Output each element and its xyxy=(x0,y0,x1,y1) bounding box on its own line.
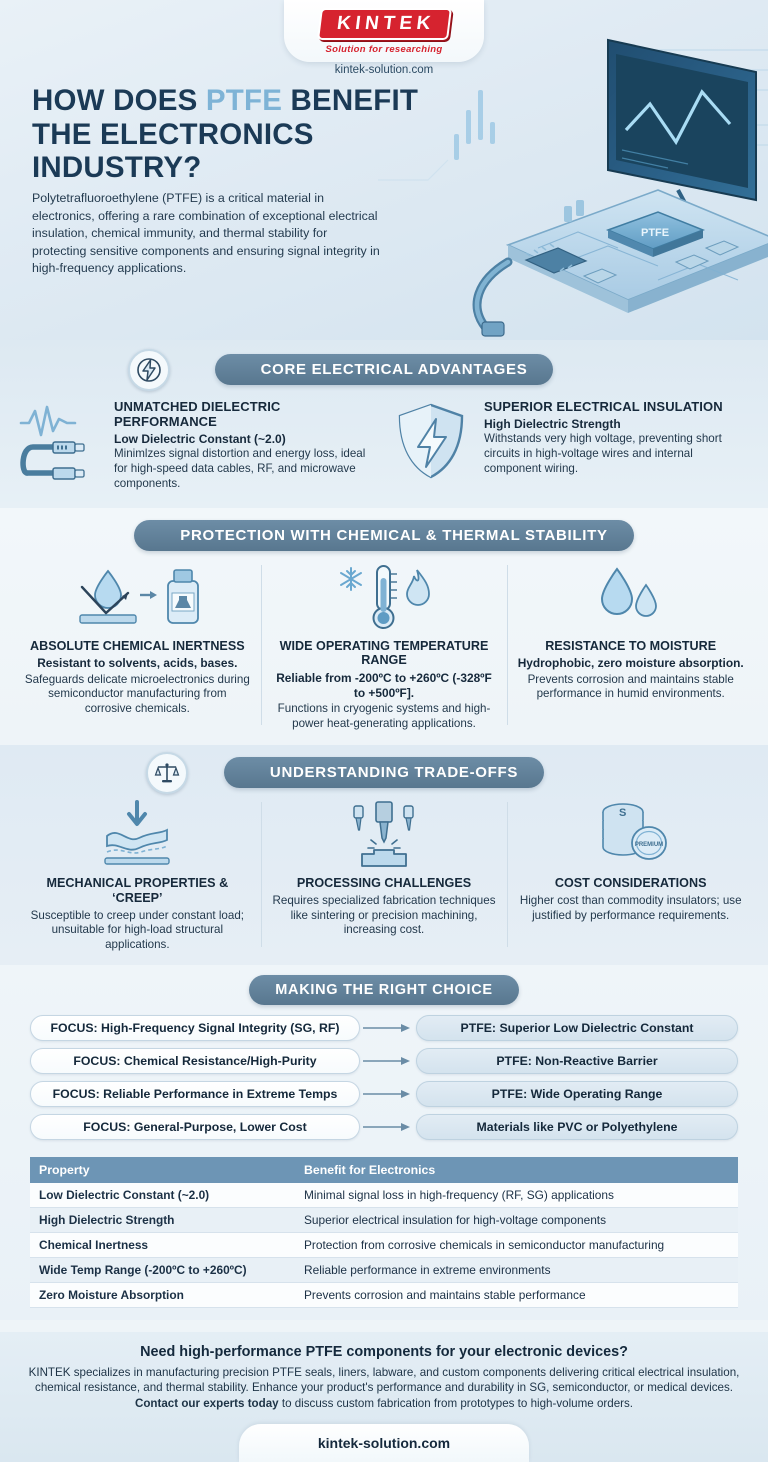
core-electrical-advantages-section xyxy=(0,340,768,508)
section4-banner-wrap xyxy=(0,975,768,1005)
stability-card-inertness xyxy=(14,561,261,732)
brand-logo[interactable] xyxy=(284,0,484,62)
section3-columns xyxy=(0,788,768,952)
advantage-title: UNMATCHED DIELECTRIC PERFORMANCE xyxy=(114,399,281,430)
advantage-body: Minimlzes signal distortion and energy loss, ideal for high-speed data cables, RF, and microwave components. xyxy=(114,447,366,490)
stability-subtitle: Reliable from -200ºC to +260ºC (-328ºF to +500ºF]. xyxy=(276,671,492,700)
section1-banner-wrap xyxy=(0,354,768,385)
title-part-1: HOW DOES xyxy=(32,84,206,117)
logo-text: KINTEK xyxy=(317,8,452,40)
tradeoff-card-cost xyxy=(507,798,754,952)
stability-title: RESISTANCE TO MOISTURE xyxy=(545,638,717,653)
lightning-bolt-icon xyxy=(128,349,170,391)
arrow-right-icon xyxy=(360,1088,416,1100)
compression-creep-icon xyxy=(24,798,251,872)
stability-title: WIDE OPERATING TEMPERATURE RANGE xyxy=(279,638,489,668)
making-right-choice-section xyxy=(0,965,768,1320)
tradeoff-body: Requires specialized fabrication techniques like sintering or precision machining, increasing cost. xyxy=(272,894,496,937)
table-head xyxy=(30,1157,738,1183)
stability-card-moisture xyxy=(507,561,754,732)
table-cell-benefit: Prevents corrosion and maintains stable performance xyxy=(295,1282,738,1307)
decision-matrix xyxy=(0,1005,768,1140)
focus-pill[interactable]: FOCUS: General-Purpose, Lower Cost xyxy=(30,1114,360,1140)
snowflake-thermometer-flame-icon xyxy=(271,561,498,635)
shield-bolt-icon xyxy=(388,399,474,481)
advantage-subtitle: High Dielectric Strength xyxy=(484,417,621,432)
section1-banner xyxy=(215,354,554,385)
section2-banner-wrap xyxy=(0,520,768,551)
chemical-thermal-stability-section xyxy=(0,508,768,746)
result-pill[interactable]: PTFE: Wide Operating Range xyxy=(416,1081,738,1107)
table-cell-property: Wide Temp Range (-200ºC to +260ºC) xyxy=(30,1257,295,1282)
arrow-right-icon xyxy=(360,1121,416,1133)
section2-banner-label: PROTECTION WITH CHEMICAL & THERMAL STABILITY xyxy=(180,526,608,544)
logo-tagline: Solution for researching xyxy=(325,43,443,55)
arrow-right-icon xyxy=(360,1022,416,1034)
stability-card-temperature xyxy=(261,561,508,732)
advantage-subtitle: Low Dielectric Constant (~2.0) xyxy=(114,432,286,447)
pcb-illustration xyxy=(358,30,768,340)
section4-banner-label: MAKING THE RIGHT CHOICE xyxy=(275,981,493,998)
advantage-title: SUPERIOR ELECTRICAL INSULATION xyxy=(484,399,723,414)
advantage-text-dielectric xyxy=(114,399,380,492)
stability-subtitle: Hydrophobic, zero moisture absorption. xyxy=(517,656,744,671)
cta-body-bold: Contact our experts today xyxy=(134,1396,279,1410)
section1-banner-label: CORE ELECTRICAL ADVANTAGES xyxy=(260,361,528,378)
result-pill[interactable]: PTFE: Non-Reactive Barrier xyxy=(416,1048,738,1074)
tradeoff-card-processing xyxy=(261,798,508,952)
table-row xyxy=(30,1232,738,1257)
section3-banner-label: UNDERSTANDING TRADE-OFFS xyxy=(269,764,519,782)
property-benefit-table-wrap xyxy=(0,1147,768,1308)
section3-banner xyxy=(224,757,544,788)
droplet-repel-bottle-icon xyxy=(24,561,251,635)
focus-pill[interactable]: FOCUS: Reliable Performance in Extreme Temps xyxy=(30,1081,360,1107)
decision-row xyxy=(30,1048,738,1074)
cnc-machining-icon xyxy=(271,798,498,872)
tradeoff-title: MECHANICAL PROPERTIES & ‘CREEP’ xyxy=(46,876,229,906)
table-cell-benefit: Reliable performance in extreme environments xyxy=(295,1257,738,1282)
table-cell-property: Zero Moisture Absorption xyxy=(30,1282,295,1307)
table-header-benefit: Benefit for Electronics xyxy=(295,1157,738,1183)
advantage-body: Withstands very high voltage, preventing short circuits in high-voltage wires and internal component wiring. xyxy=(484,432,722,475)
table-cell-property: High Dielectric Strength xyxy=(30,1207,295,1232)
result-pill[interactable]: PTFE: Superior Low Dielectric Constant xyxy=(416,1015,738,1041)
water-droplets-icon xyxy=(517,561,744,635)
table-cell-benefit: Superior electrical insulation for high-voltage components xyxy=(295,1207,738,1232)
advantage-card-dielectric xyxy=(18,399,380,492)
cta-headline: Need high-performance PTFE components for your electronic devices? xyxy=(140,1343,628,1360)
coins-premium-icon xyxy=(517,798,744,872)
svg-text:S: S xyxy=(618,807,627,820)
section3-banner-wrap xyxy=(0,757,768,788)
decision-row xyxy=(30,1114,738,1140)
tradeoff-title: PROCESSING CHALLENGES xyxy=(296,876,472,891)
focus-pill[interactable]: FOCUS: High-Frequency Signal Integrity (SG, RF) xyxy=(30,1015,360,1041)
table-header-row xyxy=(30,1157,738,1183)
table-cell-benefit: Protection from corrosive chemicals in semiconductor manufacturing xyxy=(295,1232,738,1257)
title-line-3: INDUSTRY? xyxy=(32,151,202,185)
footer-website-url[interactable]: kintek-solution.com xyxy=(239,1424,529,1462)
tradeoff-card-mechanical xyxy=(14,798,261,952)
section4-banner xyxy=(249,975,519,1005)
table-row xyxy=(30,1282,738,1307)
title-highlight: PTFE xyxy=(205,84,283,117)
hero-section xyxy=(0,0,768,340)
table-cell-benefit: Minimal signal loss in high-frequency (RF, SG) applications xyxy=(295,1183,738,1208)
result-pill[interactable]: Materials like PVC or Polyethylene xyxy=(416,1114,738,1140)
table-row xyxy=(30,1207,738,1232)
table-cell-property: Chemical Inertness xyxy=(30,1232,295,1257)
tradeoff-body: Susceptible to creep under constant load; unsuitable for high-load structural applications. xyxy=(30,908,244,951)
advantage-card-insulation xyxy=(388,399,750,492)
stability-body: Safeguards delicate microelectronics during semiconductor manufacturing from corrosive chemicals. xyxy=(24,672,250,716)
table-row xyxy=(30,1183,738,1208)
trade-offs-section xyxy=(0,745,768,964)
stability-body: Prevents corrosion and maintains stable performance in humid environments. xyxy=(527,672,734,701)
cta-body-part1: KINTEK specializes in manufacturing precision PTFE seals, liners, labware, and custom components delivering critical electrical insulation, chemical resistance, and thermal stability. Enhance your product's performance and durability in SG, semiconductor, or medical devices. xyxy=(28,1365,740,1395)
chip-label: PTFE xyxy=(641,227,670,239)
table-body xyxy=(30,1183,738,1308)
waveform-cable-icon xyxy=(18,399,104,481)
advantage-text-insulation xyxy=(484,399,750,477)
stability-title: ABSOLUTE CHEMICAL INERTNESS xyxy=(30,638,245,653)
section2-columns xyxy=(0,551,768,732)
table-cell-property: Low Dielectric Constant (~2.0) xyxy=(30,1183,295,1208)
property-benefit-table xyxy=(30,1157,738,1308)
hero-paragraph: Polytetrafluoroethylene (PTFE) is a critical material in electronics, offering a rare combination of exceptional electrical insulation, chemical immunity, and thermal stability for protecting sensitive components and ensuring signal integrity in high-frequency applications. xyxy=(32,191,380,276)
tradeoff-body: Higher cost than commodity insulators; use justified by performance requirements. xyxy=(519,894,742,922)
page-title xyxy=(32,84,502,185)
svg-text:PREMIUM: PREMIUM xyxy=(634,842,663,849)
section2-banner xyxy=(134,520,633,551)
decision-row xyxy=(30,1081,738,1107)
decision-row xyxy=(30,1015,738,1041)
balance-scale-icon xyxy=(146,752,188,794)
stability-subtitle: Resistant to solvents, acids, bases. xyxy=(37,656,238,671)
hero-website-url[interactable]: kintek-solution.com xyxy=(334,64,434,76)
tradeoff-title: COST CONSIDERATIONS xyxy=(554,876,707,891)
cta-body-part2: to discuss custom fabrication from prototypes to high-volume orders. xyxy=(278,1396,634,1410)
table-row xyxy=(30,1257,738,1282)
title-line-2: THE ELECTRONICS xyxy=(32,117,314,151)
footer-cta-section xyxy=(0,1332,768,1462)
stability-body: Functions in cryogenic systems and high-power heat-generating applications. xyxy=(277,702,491,730)
section1-columns xyxy=(0,385,768,492)
cta-body xyxy=(26,1365,742,1412)
arrow-right-icon xyxy=(360,1055,416,1067)
focus-pill[interactable]: FOCUS: Chemical Resistance/High-Purity xyxy=(30,1048,360,1074)
table-header-property: Property xyxy=(30,1157,295,1183)
title-part-2: BENEFIT xyxy=(282,84,419,117)
